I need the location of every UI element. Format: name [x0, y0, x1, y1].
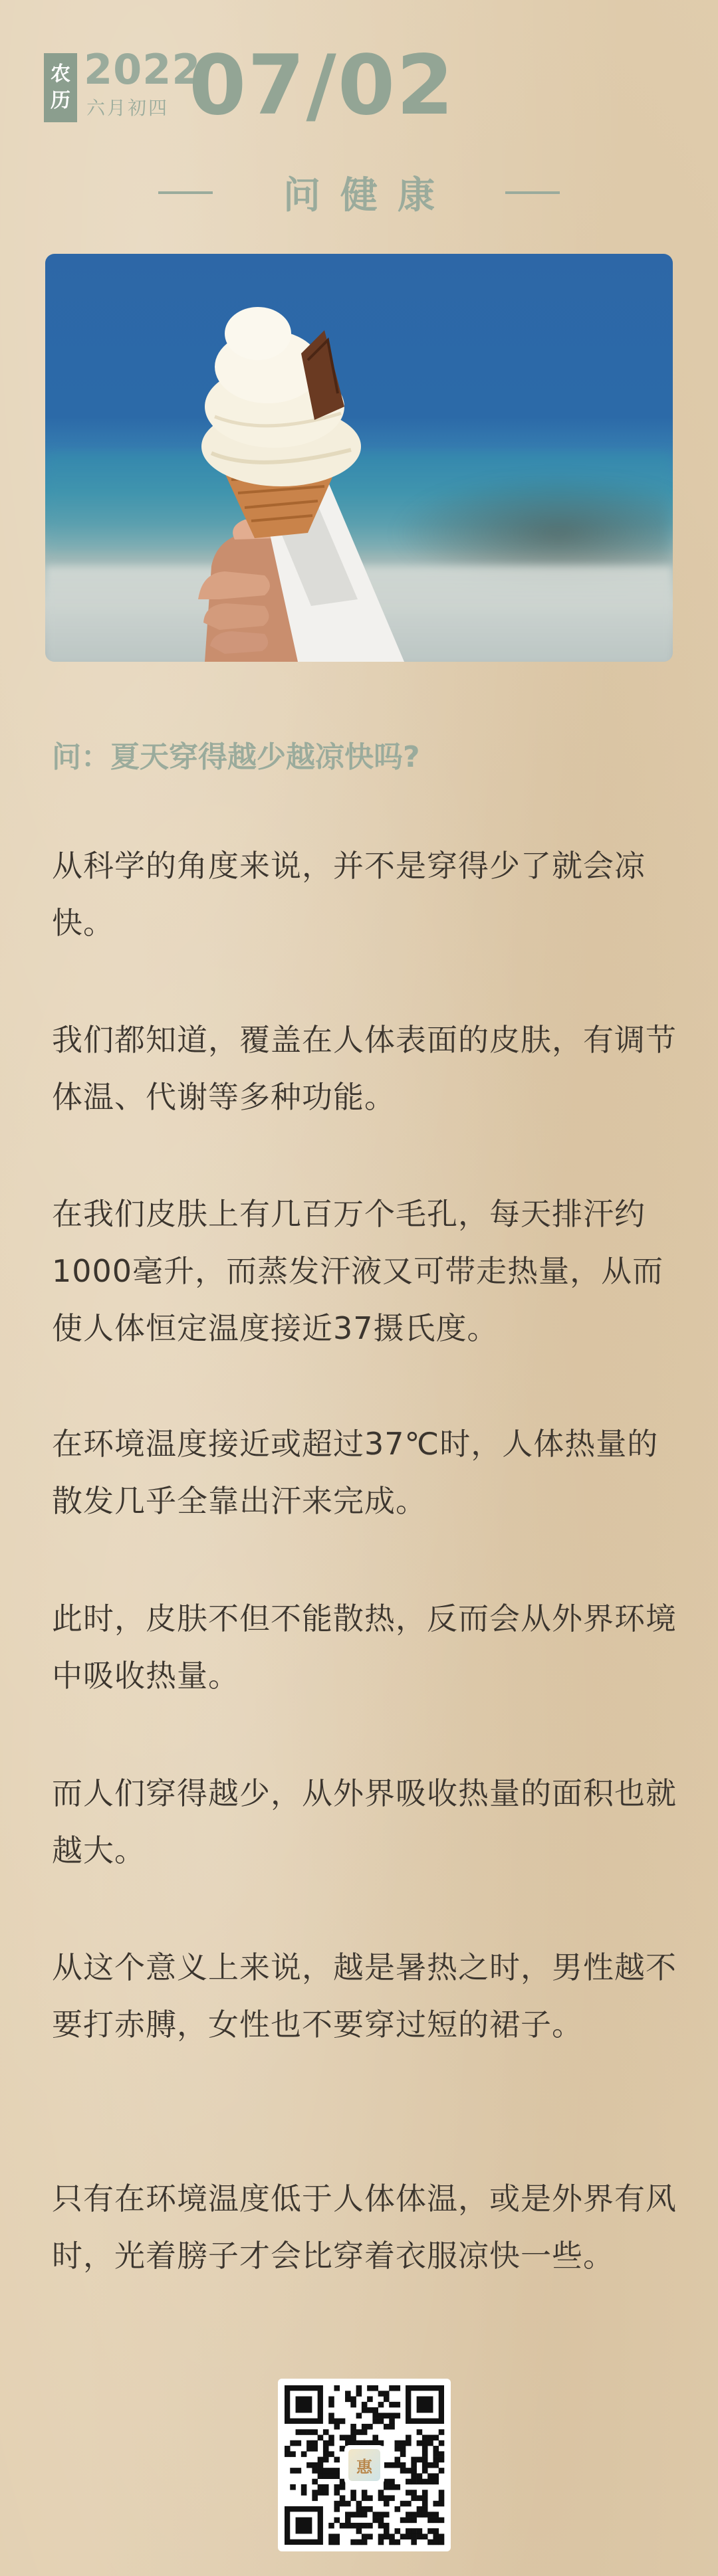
ice-cream-illustration — [45, 254, 673, 662]
paragraph-8: 只有在环境温度低于人体体温，或是外界有风时，光着膀子才会比穿着衣服凉快一些。 — [52, 2181, 677, 2274]
month-day: 07/02 — [189, 38, 455, 134]
lunar-badge — [44, 53, 77, 122]
paragraph-7: 从这个意义上来说，越是暑热之时，男性越不要打赤膊，女性也不要穿过短的裙子。 — [52, 1949, 677, 2042]
paragraph-2: 我们都知道，覆盖在人体表面的皮肤，有调节体温、代谢等多种功能。 — [52, 1022, 677, 1115]
lunar-badge-char-2: 历 — [51, 89, 70, 112]
qr-logo-mark: 惠 — [348, 2449, 380, 2481]
article-question: 问：夏天穿得越少越凉快吗? — [52, 740, 420, 774]
title-dash-right — [505, 191, 560, 194]
paragraph-1: 从科学的角度来说，并不是穿得少了就会凉快。 — [52, 848, 646, 941]
hero-image — [45, 254, 673, 662]
year: 2022 — [84, 45, 201, 94]
lunar-date: 六月初四 — [86, 97, 170, 119]
paragraph-3: 在我们皮肤上有几百万个毛孔，每天排汗约1000毫升，而蒸发汗液又可带走热量，从而使人体恒定温度接近37摄氏度。 — [52, 1196, 664, 1346]
lunar-badge-char-1: 农 — [51, 62, 70, 86]
paragraph-5: 此时，皮肤不但不能散热，反而会从外界环境中吸收热量。 — [52, 1601, 677, 1694]
qr-code[interactable] — [278, 2379, 451, 2551]
qr-logo — [344, 2445, 384, 2485]
paragraph-4: 在环境温度接近或超过37℃时，人体热量的散发几乎全靠出汗来完成。 — [52, 1426, 659, 1519]
section-title-text: 问健康 — [283, 174, 455, 217]
paragraph-6: 而人们穿得越少，从外界吸收热量的面积也就越大。 — [52, 1775, 677, 1868]
title-dash-left — [158, 191, 213, 194]
section-title — [0, 166, 718, 219]
